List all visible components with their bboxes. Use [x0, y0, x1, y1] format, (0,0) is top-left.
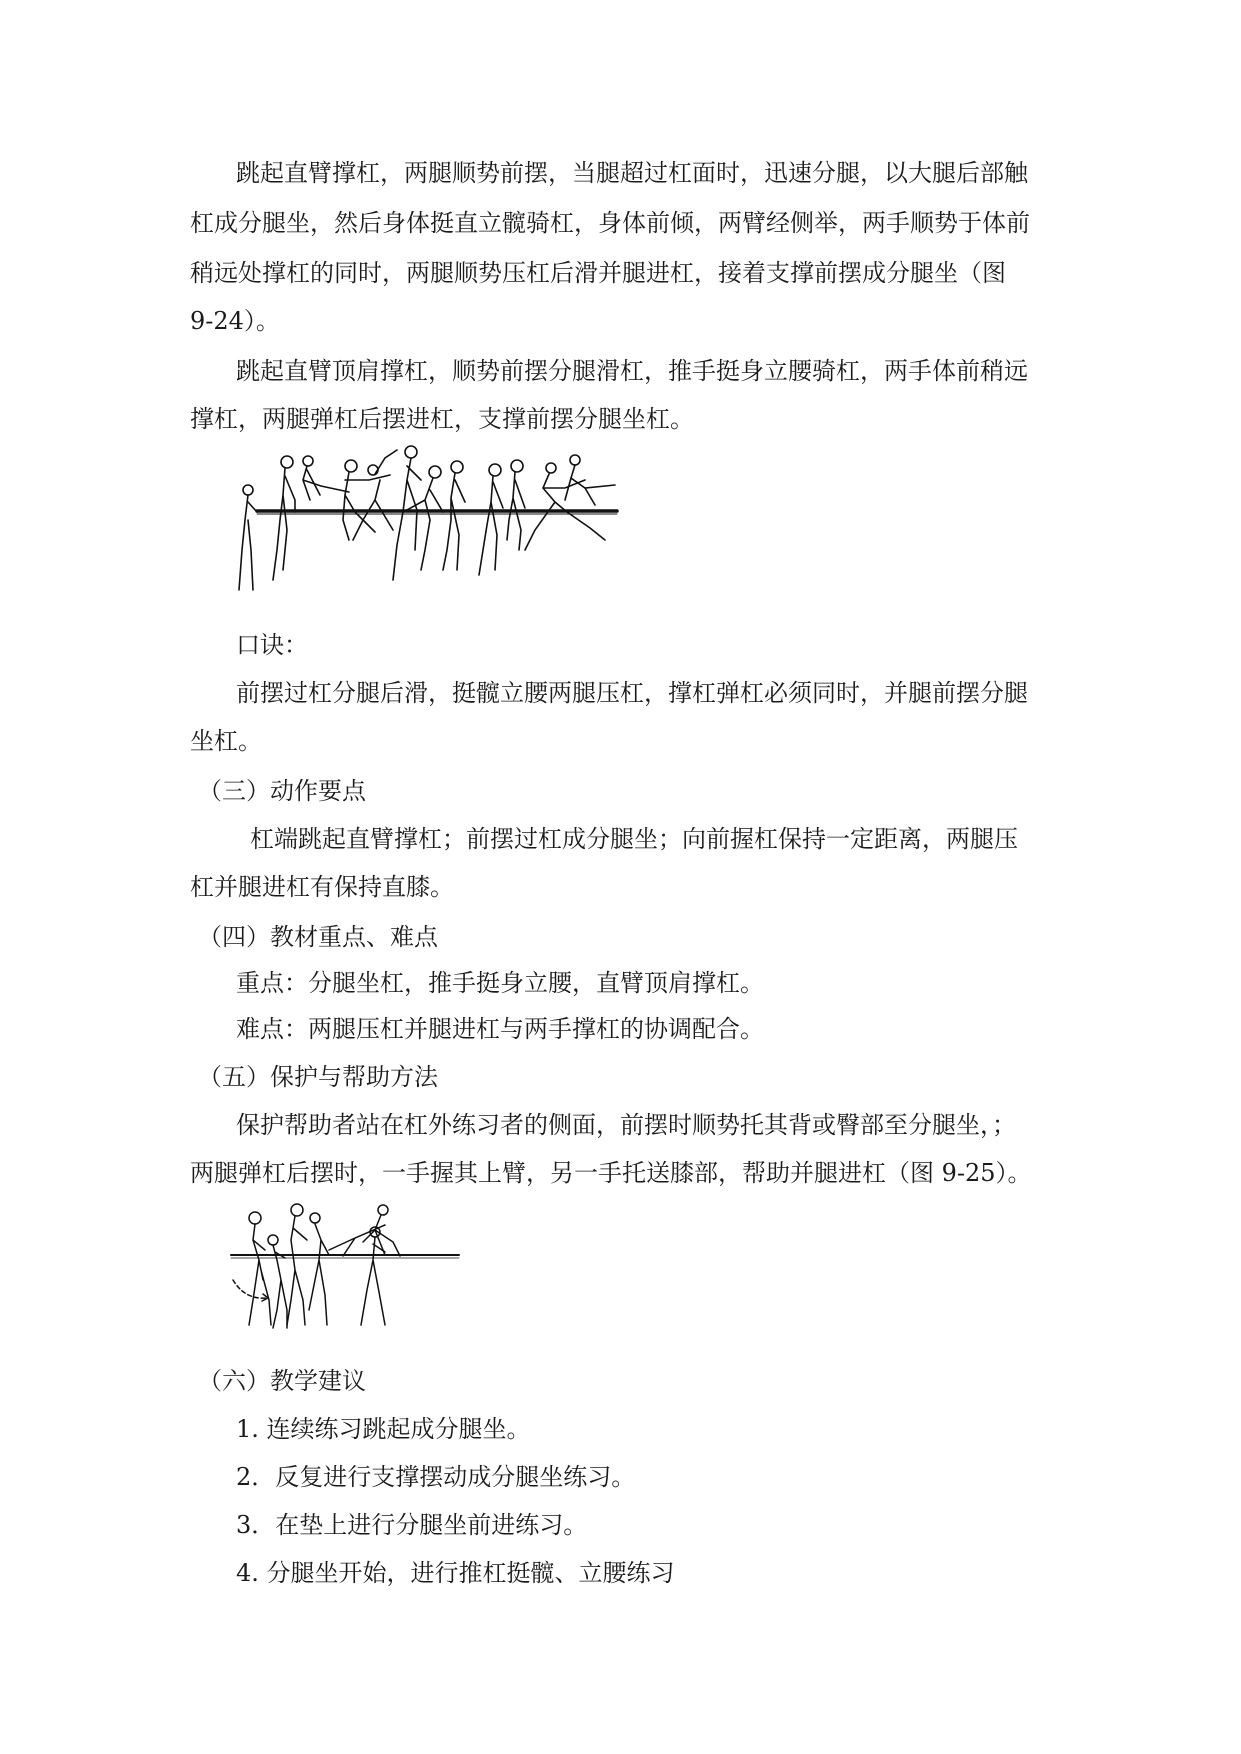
section-3-line-2: 杠并腿进杠有保持直膝。 [190, 873, 454, 901]
figure-9-24 [225, 440, 625, 610]
list-item: 1. 连续练习跳起成分腿坐。 [236, 1415, 531, 1443]
mnemonic-line-1: 前摆过杠分腿后滑，挺髋立腰两腿压杠，撑杠弹杠必须同时，并腿前摆分腿 [236, 679, 1028, 707]
section-3-heading: （三）动作要点 [198, 777, 366, 805]
mnemonic-line-2: 坐杠。 [190, 727, 262, 755]
parallel-bars-sequence-illustration-icon [225, 440, 625, 610]
paragraph-1-line-1: 跳起直臂撑杠，两腿顺势前摆，当腿超过杠面时，迅速分腿，以大腿后部触 [236, 159, 1028, 187]
paragraph-2-line-2: 撑杠，两腿弹杠后摆进杠，支撑前摆分腿坐杠。 [190, 405, 694, 433]
list-item: 3．在垫上进行分腿坐前进练习。 [236, 1511, 588, 1539]
spotting-assistance-illustration-icon [225, 1200, 465, 1335]
paragraph-1-line-3: 稍远处撑杠的同时，两腿顺势压杠后滑并腿进杠，接着支撑前摆成分腿坐（图 [190, 259, 1006, 287]
section-5-line-1: 保护帮助者站在杠外练习者的侧面，前摆时顺势托其背或臀部至分腿坐，； [236, 1111, 1016, 1139]
list-item: 4. 分腿坐开始，进行推杠挺髋、立腰练习 [236, 1559, 675, 1587]
section-4-key-point: 重点：分腿坐杠，推手挺身立腰，直臂顶肩撑杠。 [236, 969, 764, 997]
section-3-line-1: 杠端跳起直臂撑杠；前摆过杠成分腿坐；向前握杠保持一定距离，两腿压 [250, 825, 1018, 853]
section-5-line-2: 两腿弹杠后摆时，一手握其上臂，另一手托送膝部，帮助并腿进杠（图 9-25）。 [190, 1159, 1032, 1187]
paragraph-1-line-2: 杠成分腿坐，然后身体挺直立髋骑杠，身体前倾，两臂经侧举，两手顺势于体前 [190, 209, 1030, 237]
mnemonic-title: 口诀： [236, 631, 308, 659]
figure-9-25 [225, 1200, 465, 1335]
section-6-heading: （六）教学建议 [198, 1367, 366, 1395]
section-5-heading: （五）保护与帮助方法 [198, 1063, 438, 1091]
section-4-difficulty: 难点：两腿压杠并腿进杠与两手撑杠的协调配合。 [236, 1015, 764, 1043]
paragraph-1-line-4: 9-24）。 [190, 307, 280, 335]
list-item: 2．反复进行支撑摆动成分腿坐练习。 [236, 1463, 636, 1491]
section-4-heading: （四）教材重点、难点 [198, 923, 438, 951]
paragraph-2-line-1: 跳起直臂顶肩撑杠，顺势前摆分腿滑杠，推手挺身立腰骑杠，两手体前稍远 [236, 357, 1028, 385]
